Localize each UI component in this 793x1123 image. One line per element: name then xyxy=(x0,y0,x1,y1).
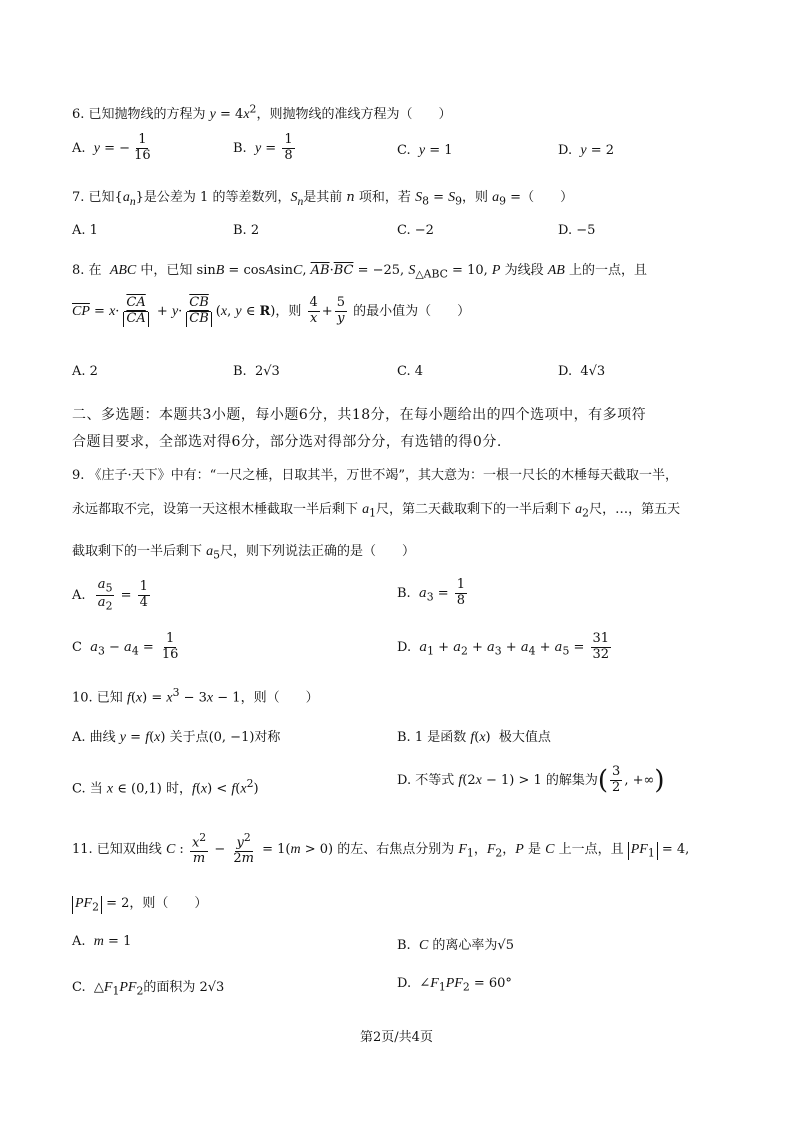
q6-option-c: C. y = 1 xyxy=(397,143,453,158)
q7-option-c: C. −2 xyxy=(397,223,434,238)
q8-option-c: C. 4 xyxy=(397,364,424,379)
q6-option-b: B. y = $\frac{1}{8}$ xyxy=(233,132,293,163)
q9-line3: 截取剩下的一半后剩下 $a_5$尺，则下列说法正确的是（ ） xyxy=(72,544,416,562)
q8-option-a: A. 2 xyxy=(72,364,98,379)
q9-line1: 9. 《庄子·天下》中有：“一尺之棰，日取其半，万世不竭”，其大意为：一根一尺长的木棰每天截取一半， xyxy=(72,468,678,483)
q10-option-b: B. 1 是函数 f(x) 极大值点 xyxy=(397,730,551,745)
q10-stem: 10. 已知 $f(x) = x^3 - 3x - 1$，则（ ） xyxy=(72,686,319,706)
q6-option-a: A. y = − $\frac{1}{16}$ xyxy=(72,132,151,163)
q7-option-d: D. −5 xyxy=(558,223,596,238)
q9-line2: 永远都取不完，设第一天这根木棰截取一半后剩下 $a_1$尺，第二天截取剩下的一半后剩下 $a_2$尺，…，第五天 xyxy=(72,502,681,520)
q7-option-a: A. 1 xyxy=(72,223,98,238)
q8-stem-line2: $\overline{CP} = x\cdot$ $\frac{\overline{CA}}{CA}$ + y· $\frac{\overline{CB}}{CB}$ (x, y ∈ R)，则 $\frac{4}{x}$ + $\frac{5}{y}$ 的最小值为（ ） xyxy=(72,295,471,326)
q6-option-d: D. y = 2 xyxy=(558,143,615,158)
q6-stem xyxy=(72,103,451,123)
q9-option-d: D. $a_1 + a_2 + a_3 + a_4 + a_5$ = $\frac{31}{32}$ xyxy=(397,631,610,662)
section2-line1: 二、多选题：本题共3小题，每小题6分，共18分，在每小题给出的四个选项中，有多项符 xyxy=(72,407,647,423)
q10-option-d: D. 不等式 f(2x − 1) > 1 的解集为( $\frac{3}{2}$ , +∞) xyxy=(397,764,665,796)
q6-text: 6. 已知抛物线的方程为 $y = 4x^2$，则抛物线的准线方程为（ ） xyxy=(72,103,452,123)
q9-option-c: C $a_3 - a_4$ = $\frac{1}{16}$ xyxy=(72,631,179,662)
q11-line2: $PF_2 = 2$，则（ ） xyxy=(72,892,207,914)
q8-option-d: D. 4√3 xyxy=(558,364,606,379)
q9-option-b: B. $a_3$ = $\frac{1}{8}$ xyxy=(397,577,466,608)
q7-option-b: B. 2 xyxy=(233,223,260,238)
q10-option-a: A. 曲线 y = f(x) 关于点(0, −1)对称 xyxy=(72,730,281,745)
q9-option-a: A. $\frac{a_5}{a_2}$ = $\frac{1}{4}$ xyxy=(72,577,148,613)
section2-line2: 合题目要求，全部选对得6分，部分选对得部分分，有选错的得0分. xyxy=(72,434,502,450)
q8-stem-line1: 8. 在 ABC 中，已知 sinB = cosAsinC, $\overline{AB}\cdot\overline{BC} = -25$, $S_{\triangle ABC} = 10$, P 为线段 AB 上的一点，且 xyxy=(72,263,647,281)
q10-option-c: C. 当 x ∈ (0,1) 时，$f(x) < f(x^2)$ xyxy=(72,777,259,797)
q8-option-b: B. 2√3 xyxy=(233,364,280,379)
page-footer: 第2页/共4页 xyxy=(360,1030,433,1045)
q7-stem: 7. 已知$\{a_n\}$是公差为 1 的等差数列，$S_n$是其前 n 项和，若 $S_8 = S_9$，则 $a_9$ =（ ） xyxy=(72,190,574,208)
q11-line1: 11. 已知双曲线 C : $\frac{x^2}{m}$ − $\frac{y^2}{2m}$ = 1(m > 0) 的左、右焦点分别为 $F_1$，$F_2$，P 是 C 上一点，且 $PF_1 = 4$, xyxy=(72,831,690,867)
q11-option-d: D. $\angle F_1PF_2 = 60^\circ$ xyxy=(397,976,512,994)
q11-option-a: A. m = 1 xyxy=(72,934,132,949)
q11-option-c: C. $\triangle F_1PF_2$的面积为 2√3 xyxy=(72,980,225,998)
q11-option-b: B. C 的离心率为√5 xyxy=(397,938,514,953)
